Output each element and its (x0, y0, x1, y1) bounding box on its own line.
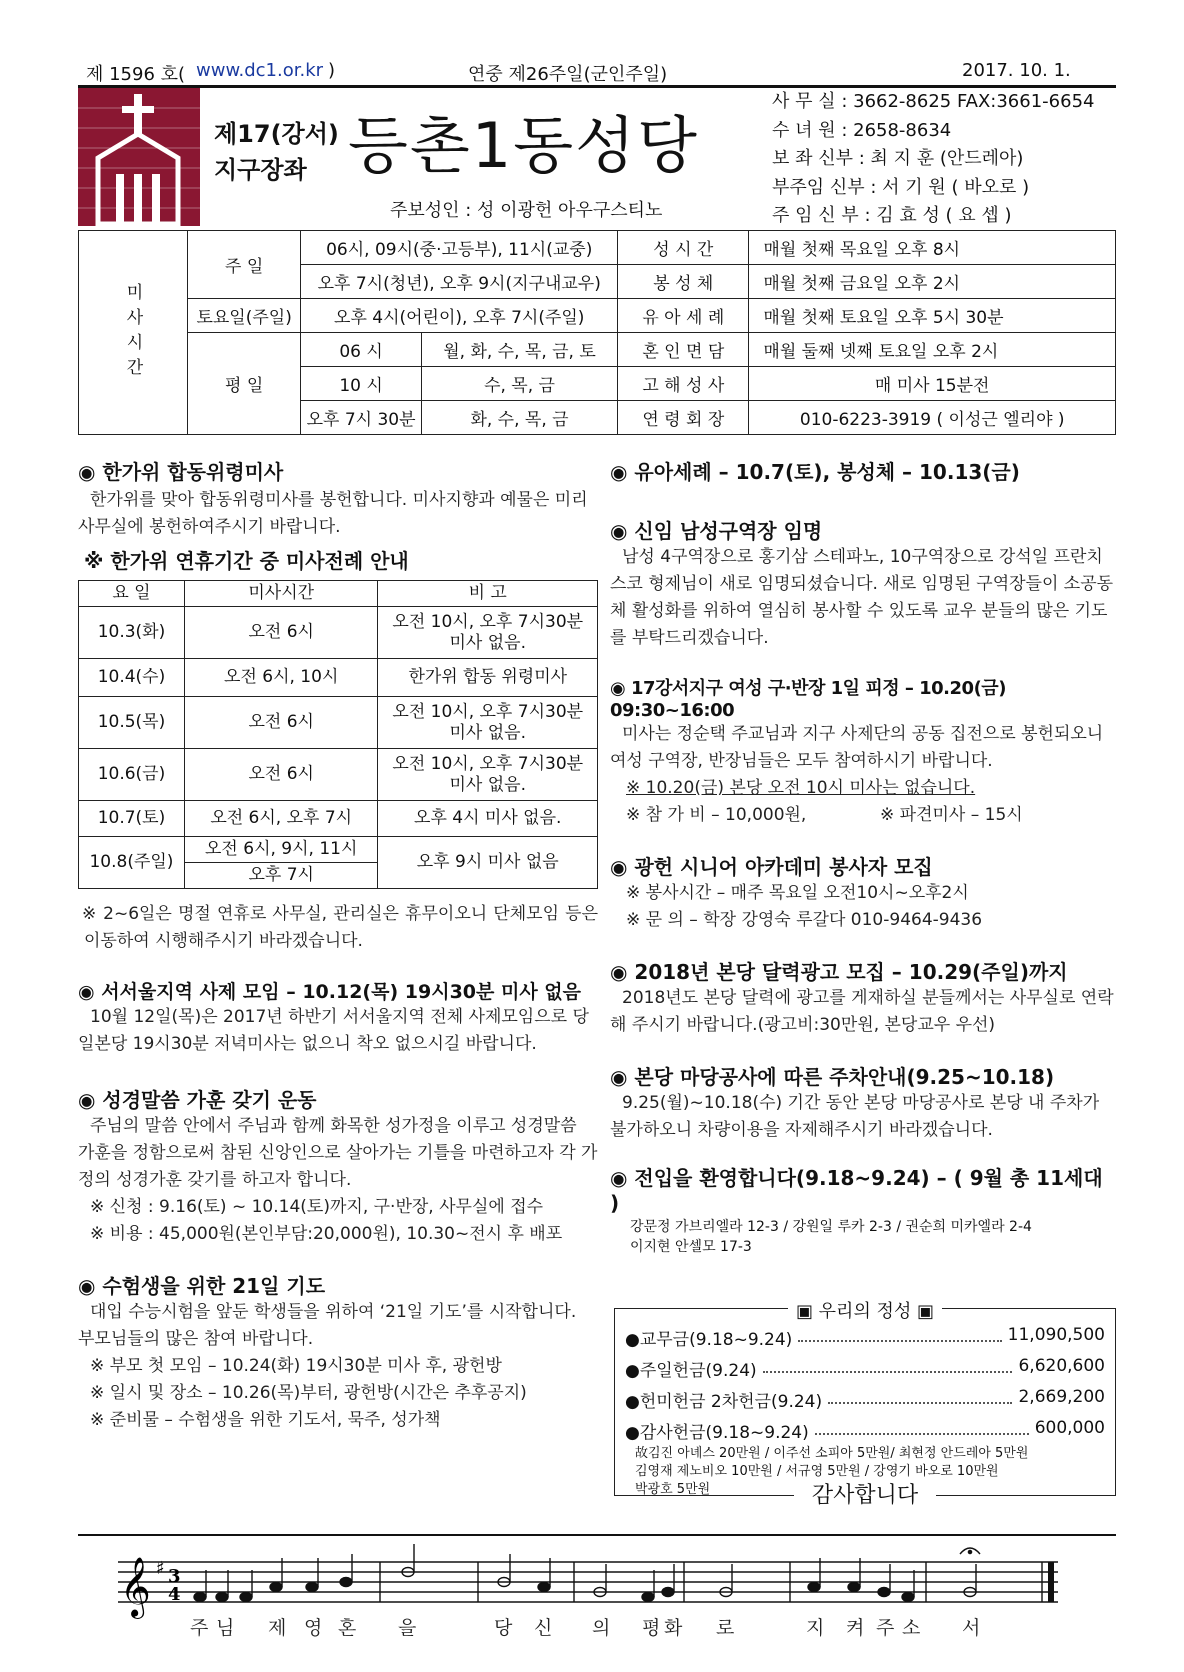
communion-label: 봉 성 체 (618, 265, 749, 299)
offering-amount: 2,669,200 (1018, 1387, 1105, 1407)
holiday-time: 오전 6시, 9시, 11시 (184, 837, 378, 863)
marriage-value: 매월 둘째 넷째 토요일 오후 2시 (749, 333, 1116, 367)
retreat-fee: ※ 참 가 비 – 10,000원, (626, 805, 807, 825)
issue-close: ) (328, 60, 336, 81)
offering-label: ●주일헌금(9.24) (625, 1361, 757, 1381)
offering-box (614, 1301, 1116, 1508)
contact-office: 사 무 실 : 3662-8625 FAX:3661-6654 (772, 91, 1095, 112)
col-header-time: 미사시간 (184, 581, 378, 607)
exam-prayer-note-3: ※ 준비물 – 수험생을 위한 기도서, 묵주, 성가책 (90, 1410, 441, 1430)
church-logo (78, 88, 200, 226)
holiday-day: 10.4(수) (79, 659, 185, 697)
parking-body: 9.25(월)~10.18(수) 기간 동안 본당 마당공사로 본당 내 주차가 불가하오니 차량이용을 자제해주시기 바라겠습니다. (610, 1093, 1100, 1140)
holiday-schedule-title: ※ 한가위 연휴기간 중 미사전례 안내 (84, 549, 409, 573)
hymn-staff (118, 1540, 1078, 1640)
svg-text:♯: ♯ (156, 1558, 165, 1579)
patron-saint: 주보성인 : 성 이광헌 아우구스티노 (390, 200, 663, 221)
exam-prayer-title: ◉ 수험생을 위한 21일 기도 (78, 1274, 326, 1298)
donor-line: 김영재 제노비오 10만원 / 서규영 5만원 / 강영기 바오로 10만원 (635, 1464, 999, 1479)
liturgical-sunday: 연중 제26주일(군인주일) (468, 64, 668, 85)
holiday-note: 오전 10시, 오후 7시30분 미사 없음. (378, 697, 598, 749)
offering-title: ▣ 우리의 정성 ▣ (788, 1301, 942, 1322)
weekday-label: 평 일 (188, 333, 301, 435)
family-motto-title: ◉ 성경말씀 가훈 갖기 운동 (78, 1088, 317, 1112)
lyric-syllable: 당 (494, 1617, 513, 1639)
saturday-times: 오후 4시(어린이), 오후 7시(주일) (301, 299, 618, 333)
holiday-time: 오후 7시 (184, 863, 378, 889)
priest-meeting-title: ◉ 서서울지역 사제 모임 – 10.12(목) 19시30분 미사 없음 (78, 981, 582, 1003)
weekday-days: 수, 목, 금 (421, 367, 617, 401)
holiday-time: 오전 6시, 10시 (184, 659, 378, 697)
lyric-syllable: 혼 (338, 1617, 357, 1639)
academy-volunteer-contact: ※ 문 의 – 학장 강영숙 루갈다 010-9464-9436 (626, 910, 983, 930)
offering-row (625, 1418, 1105, 1443)
holy-hour-value: 매월 첫째 목요일 오후 8시 (749, 231, 1116, 265)
parking-title: ◉ 본당 마당공사에 따른 주차안내(9.25~10.18) (610, 1065, 1055, 1089)
welcome-line-2: 이지현 안셀모 17-3 (630, 1239, 752, 1255)
sunday-times-2: 오후 7시(청년), 오후 9시(지구내교우) (301, 265, 618, 299)
memorial-head-label: 연 령 회 장 (618, 401, 749, 435)
lyric-syllable: 신 (534, 1617, 553, 1639)
offering-amount: 6,620,600 (1018, 1356, 1105, 1376)
family-motto-cost: ※ 비용 : 45,000원(본인부담:20,000원), 10.30~전시 후 배포 (90, 1224, 563, 1244)
offering-row (625, 1325, 1105, 1350)
offering-label: ●교무금(9.18~9.24) (625, 1330, 793, 1350)
lyric-syllable: 의 (592, 1617, 611, 1639)
donor-line: 故김진 아녜스 20만원 / 이주선 소피아 5만원/ 최현정 안드레아 5만원 (635, 1446, 1029, 1461)
col-header-note: 비 고 (378, 581, 598, 607)
holiday-note: 한가위 합동 위령미사 (378, 659, 598, 697)
retreat-note-2 (610, 802, 1116, 829)
lyric-syllable: 주 (876, 1617, 895, 1639)
lyric-syllable: 평 (642, 1617, 661, 1639)
footer-rule (78, 1534, 1116, 1536)
mass-time-label: 미사시간 (79, 231, 188, 435)
offering-title-wrap (615, 1297, 1115, 1323)
confession-label: 고 해 성 사 (618, 367, 749, 401)
family-motto-apply: ※ 신청 : 9.16(토) ~ 10.14(토)까지, 구·반장, 사무실에 접수 (90, 1197, 544, 1217)
treble-clef-icon: 𝄞 (120, 1557, 151, 1617)
right-column (610, 456, 1116, 1257)
district-label (214, 116, 339, 188)
lyric-syllable: 영 (304, 1617, 323, 1639)
svg-text:3: 3 (168, 1566, 181, 1587)
calendar-ad-body: 2018년도 본당 달력에 광고를 게재하실 분들께서는 사무실로 연락해 주시기 바랍니다.(광고비:30만원, 본당교우 우선) (610, 988, 1114, 1035)
communion-value: 매월 첫째 금요일 오후 2시 (749, 265, 1116, 299)
website-link[interactable]: www.dc1.or.kr (196, 60, 324, 81)
offering-amount: 11,090,500 (1007, 1325, 1105, 1345)
weekday-days: 월, 화, 수, 목, 금, 토 (421, 333, 617, 367)
holiday-note: 오전 10시, 오후 7시30분 미사 없음. (378, 607, 598, 659)
district-line-2: 지구장좌 (214, 156, 307, 184)
baptism-communion-title: ◉ 유아세례 – 10.7(토), 봉성체 – 10.13(금) (610, 460, 1020, 484)
marriage-label: 혼 인 면 담 (618, 333, 749, 367)
header-bar (78, 58, 1116, 84)
weekday-days: 화, 수, 목, 금 (421, 401, 617, 435)
welcome-title: ◉ 전입을 환영합니다(9.18~9.24) – ( 9월 총 11세대 ) (610, 1166, 1103, 1215)
calendar-ad-title: ◉ 2018년 본당 달력광고 모집 – 10.29(주일)까지 (610, 960, 1068, 984)
parish-name: 등촌1동성당 (348, 109, 699, 182)
holiday-day: 10.6(금) (79, 749, 185, 801)
chuseok-mass-body: 한가위를 맞아 합동위령미사를 봉헌합니다. 미사지향과 예물은 미리 사무실에 봉헌하여주시기 바랍니다. (78, 490, 588, 537)
lyric-syllable: 지 (806, 1617, 825, 1639)
bulletin-date: 2017. 10. 1. (962, 60, 1071, 81)
holiday-time: 오전 6시 (184, 749, 378, 801)
family-motto-body: 주님의 말씀 안에서 주님과 함께 화목한 성가정을 이루고 성경말씀 가훈을 정함으로써 참된 신앙인으로 살아가는 기틀을 마련하고자 각 가정의 성경가훈 갖기를 하고자 합니다. (78, 1116, 598, 1190)
holy-hour-label: 성 시 간 (618, 231, 749, 265)
holiday-day: 10.5(목) (79, 697, 185, 749)
new-leaders-title: ◉ 신임 남성구역장 임명 (610, 519, 823, 543)
offering-row (625, 1387, 1105, 1412)
holiday-note: 오후 4시 미사 없음. (378, 801, 598, 837)
retreat-title: ◉ 17강서지구 여성 구·반장 1일 피정 – 10.20(금) 09:30~16:00 (610, 678, 1006, 721)
col-header-day: 요 일 (79, 581, 185, 607)
holiday-note: 오후 9시 미사 없음 (378, 837, 598, 889)
lyric-syllable: 서 (962, 1617, 981, 1639)
retreat-mass: ※ 파견미사 – 15시 (880, 805, 1023, 825)
exam-prayer-note-1: ※ 부모 첫 모임 – 10.24(화) 19시30분 미사 후, 광헌방 (90, 1356, 502, 1376)
holiday-schedule-table (78, 580, 598, 889)
hymn-notes (194, 1544, 980, 1602)
priest-meeting-body: 10월 12일(목)은 2017년 하반기 서서울지역 전체 사제모임으로 당일본당 19시30분 저녁미사는 없으니 착오 없으시길 바랍니다. (78, 1007, 589, 1054)
hymn-lyrics (190, 1616, 980, 1639)
holiday-time: 오전 6시, 오후 7시 (184, 801, 378, 837)
lyric-syllable: 소 (902, 1617, 921, 1639)
weekday-time: 10 시 (301, 367, 422, 401)
saturday-label: 토요일(주일) (188, 299, 301, 333)
lyric-syllable: 주 (190, 1617, 209, 1639)
donor-line: 박광호 5만원 (635, 1482, 711, 1497)
retreat-body: 미사는 정순택 주교님과 지구 사제단의 공동 집전으로 봉헌되오니 여성 구역장, 반장님들은 모두 참여하시기 바랍니다. (610, 724, 1104, 771)
masthead (200, 88, 756, 226)
holiday-time: 오전 6시 (184, 607, 378, 659)
holiday-day: 10.8(주일) (79, 837, 185, 889)
contact-convent: 수 녀 원 : 2658-8634 (772, 119, 952, 141)
contact-assistant-priest: 보 좌 신부 : 최 지 훈 (안드레아) (772, 148, 1024, 169)
offering-amount: 600,000 (1034, 1418, 1105, 1438)
contact-associate-priest: 부주임 신부 : 서 기 원 ( 바오로 ) (772, 176, 1030, 198)
infant-baptism-value: 매월 첫째 토요일 오후 5시 30분 (749, 299, 1116, 333)
lyric-syllable: 을 (398, 1617, 417, 1639)
lyric-syllable: 로 (716, 1617, 735, 1639)
infant-baptism-label: 유 아 세 례 (618, 299, 749, 333)
issue-number: 제 1596 호( (86, 64, 186, 85)
lyric-syllable: 님 (216, 1617, 235, 1639)
offering-label: ●감사헌금(9.18~9.24) (625, 1423, 809, 1443)
offering-label: ●헌미헌금 2차헌금(9.24) (625, 1392, 823, 1412)
mass-schedule-table (78, 230, 1116, 435)
holiday-time: 오전 6시 (184, 697, 378, 749)
retreat-note-1: ※ 10.20(금) 본당 오전 10시 미사는 없습니다. (626, 778, 976, 798)
left-column (78, 456, 598, 1434)
exam-prayer-body: 대입 수능시험을 앞둔 학생들을 위하여 ‘21일 기도’를 시작합니다. 부모님들의 많은 참여 바랍니다. (78, 1302, 577, 1349)
thanks-wrap (615, 1478, 1115, 1509)
weekday-time: 06 시 (301, 333, 422, 367)
welcome-list (610, 1217, 1116, 1257)
district-line-1: 제17(강서) (214, 120, 339, 148)
sunday-times-1: 06시, 09시(중·고등부), 11시(교중) (301, 231, 618, 265)
weekday-time: 오후 7시 30분 (301, 401, 422, 435)
contact-list (772, 88, 1116, 231)
contact-pastor: 주 임 신 부 : 김 효 성 ( 요 셉 ) (772, 205, 1012, 226)
holiday-note: 오전 10시, 오후 7시30분 미사 없음. (378, 749, 598, 801)
academy-volunteer-time: ※ 봉사시간 – 매주 목요일 오전10시~오후2시 (626, 883, 969, 903)
holiday-note-text: ※ 2~6일은 명절 연휴로 사무실, 관리실은 휴무이오니 단체모임 등은 이동하여 시행해주시기 바라겠습니다. (82, 904, 598, 951)
exam-prayer-note-2: ※ 일시 및 장소 – 10.26(목)부터, 광헌방(시간은 추후공지) (90, 1383, 527, 1403)
lyric-syllable: 화 (664, 1617, 683, 1639)
thanks-text: 감사합니다 (794, 1483, 936, 1508)
new-leaders-body: 남성 4구역장으로 홍기삼 스테파노, 10구역장으로 강석일 프란치스코 형제님이 새로 임명되셨습니다. 새로 임명된 구역장들이 소공동체 활성화를 위하여 열심히 봉사할 수 있도록 교우 분들의 많은 기도를 부탁드리겠습니다. (610, 547, 1114, 648)
holiday-day: 10.7(토) (79, 801, 185, 837)
chuseok-mass-title: ◉ 한가위 합동위령미사 (78, 460, 284, 484)
lyric-syllable: 제 (268, 1617, 287, 1639)
lyric-syllable: 켜 (846, 1617, 865, 1639)
holiday-day: 10.3(화) (79, 607, 185, 659)
academy-volunteer-title: ◉ 광헌 시니어 아카데미 봉사자 모집 (610, 855, 933, 879)
sunday-label: 주 일 (188, 231, 301, 299)
welcome-line-1: 강문정 가브리엘라 12-3 / 강원일 루카 2-3 / 권순희 미카엘라 2-4 (630, 1219, 1032, 1235)
svg-text:4: 4 (168, 1584, 181, 1605)
memorial-head-value: 010-6223-3919 ( 이성근 엘리야 ) (749, 401, 1116, 435)
confession-value: 매 미사 15분전 (749, 367, 1116, 401)
offering-row (625, 1356, 1105, 1381)
